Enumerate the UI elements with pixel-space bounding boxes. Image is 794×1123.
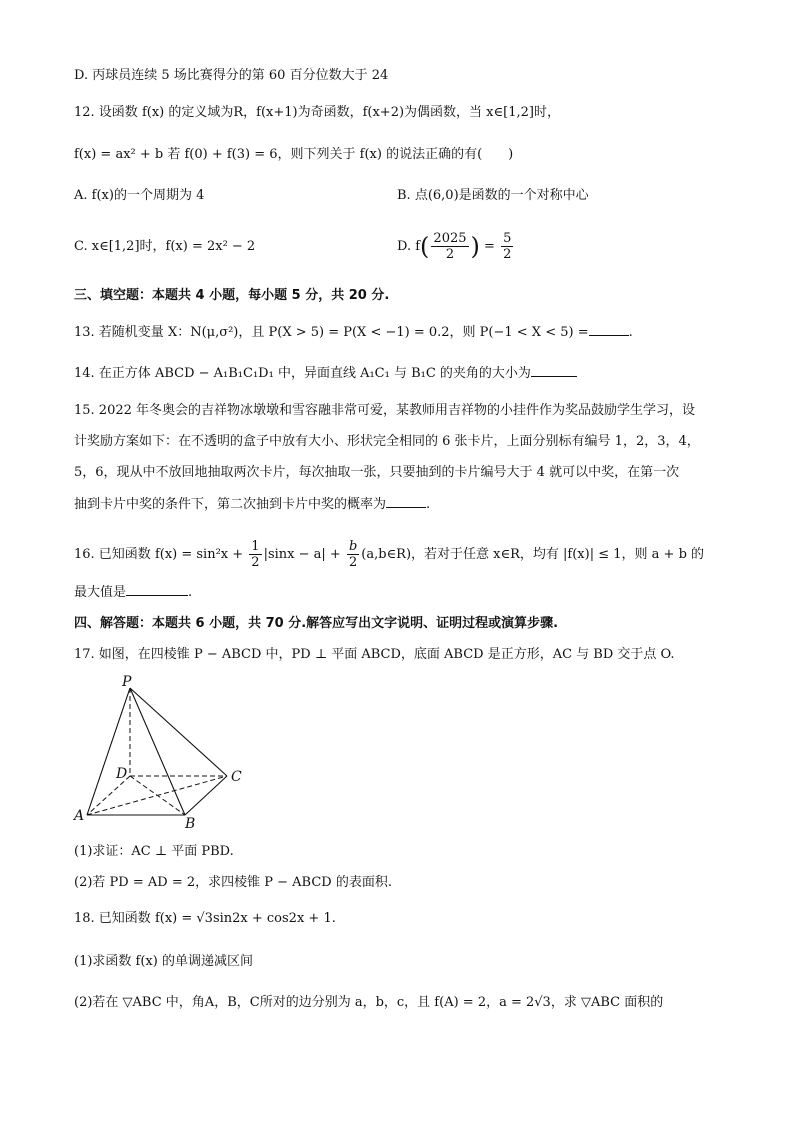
q16-middle: |sinx − a| + <box>263 547 341 562</box>
numerator: b <box>348 539 358 554</box>
q13-text: 13. 若随机变量 X：N(μ,σ²)，且 P(X > 5) = P(X < −1) = 0.2，则 P(−1 < X < 5) = <box>74 325 589 340</box>
label-A: A <box>74 808 85 824</box>
q18-part1: (1)求函数 f(x) 的单调递减区间 <box>74 954 253 969</box>
paren-right: ) <box>470 232 480 261</box>
fraction-b-over-2 <box>347 539 359 570</box>
paren-left: ( <box>420 232 430 261</box>
answer-blank <box>589 323 629 336</box>
q12-option-d-prefix: D. f <box>397 239 421 254</box>
q12-option-c: C. x∈[1,2]时，f(x) = 2x² − 2 <box>74 239 256 254</box>
answer-blank <box>531 364 577 377</box>
q16-line1 <box>74 538 704 572</box>
section-4-heading: 四、解答题：本题共 6 小题，共 70 分.解答应写出文字说明、证明过程或演算步骤. <box>74 616 559 631</box>
q12-option-a: A. f(x)的一个周期为 4 <box>74 188 205 203</box>
q12-option-d <box>397 228 515 266</box>
denominator: 2 <box>445 247 455 262</box>
q15-text: 抽到卡片中奖的条件下，第二次抽到卡片中奖的概率为 <box>74 497 387 512</box>
q16-suffix: (a,b∈R)，若对于任意 x∈R，均有 |f(x)| ≤ 1，则 a + b 的 <box>361 547 705 562</box>
label-B: B <box>185 816 196 832</box>
q14 <box>74 364 577 383</box>
label-C: C <box>231 769 242 785</box>
period: . <box>426 497 431 512</box>
equals-sign: = <box>484 239 495 254</box>
q15-line2: 计奖励方案如下：在不透明的盒子中放有大小、形状完全相同的 6 张卡片，上面分别标有编号 1，2，3，4， <box>74 434 700 449</box>
q15-line1: 15. 2022 年冬奥会的吉祥物冰墩墩和雪容融非常可爱，某教师用吉祥物的小挂件作为奖品鼓励学生学习，设 <box>74 403 696 418</box>
numerator: 5 <box>503 231 512 246</box>
denominator: 2 <box>503 247 512 262</box>
edge-PC <box>130 688 227 776</box>
fraction-5-over-2 <box>501 231 513 262</box>
denominator: 2 <box>251 555 260 570</box>
numerator: 2025 <box>433 231 467 246</box>
q16-text: 最大值是 <box>74 585 127 600</box>
pyramid-figure <box>70 672 260 832</box>
q18-stem: 18. 已知函数 f(x) = √3sin2x + cos2x + 1. <box>74 911 336 926</box>
q14-text: 14. 在正方体 ABCD − A₁B₁C₁D₁ 中，异面直线 A₁C₁ 与 B₁C 的夹角的大小为 <box>74 366 531 381</box>
denominator: 2 <box>348 555 358 570</box>
edge-PA <box>87 688 130 815</box>
label-D: D <box>116 766 128 782</box>
answer-blank <box>386 495 426 508</box>
fraction-2025-over-2 <box>431 231 468 262</box>
section-3-heading: 三、填空题：本题共 4 小题，每小题 5 分，共 20 分. <box>74 288 390 303</box>
q12-stem-line1: 12. 设函数 f(x) 的定义域为R，f(x+1)为奇函数，f(x+2)为偶函数，当 x∈[1,2]时， <box>74 105 560 120</box>
option-d-q11: D. 丙球员连续 5 场比赛得分的第 60 百分位数大于 24 <box>74 68 389 83</box>
label-P: P <box>122 674 132 690</box>
q15-line4 <box>74 495 430 514</box>
q17-stem: 17. 如图，在四棱锥 P − ABCD 中，PD ⊥ 平面 ABCD，底面 ABCD 是正方形，AC 与 BD 交于点 O. <box>74 647 675 662</box>
q13 <box>74 323 633 342</box>
q18-part2: (2)若在 ▽ABC 中，角A，B，C所对的边分别为 a，b，c，且 f(A) = 2，a = 2√3，求 ▽ABC 面积的 <box>74 995 664 1010</box>
numerator: 1 <box>251 539 260 554</box>
q16-prefix: 16. 已知函数 f(x) = sin²x + <box>74 547 244 562</box>
q17-part2: (2)若 PD = AD = 2，求四棱锥 P − ABCD 的表面积. <box>74 875 392 890</box>
q12-stem-line2: f(x) = ax² + b 若 f(0) + f(3) = 6，则下列关于 f(x) 的说法正确的有( ) <box>74 147 514 162</box>
fraction-1-over-2 <box>249 539 261 570</box>
answer-blank <box>126 583 188 596</box>
period: . <box>628 325 633 340</box>
period: . <box>188 585 193 600</box>
q17-part1: (1)求证：AC ⊥ 平面 PBD. <box>74 844 234 859</box>
q15-line3: 5，6，现从中不放回地抽取两次卡片，每次抽取一张，只要抽到的卡片编号大于 4 就可以中奖，在第一次 <box>74 465 680 480</box>
q12-option-b: B. 点(6,0)是函数的一个对称中心 <box>397 188 589 203</box>
q16-line2 <box>74 583 192 602</box>
